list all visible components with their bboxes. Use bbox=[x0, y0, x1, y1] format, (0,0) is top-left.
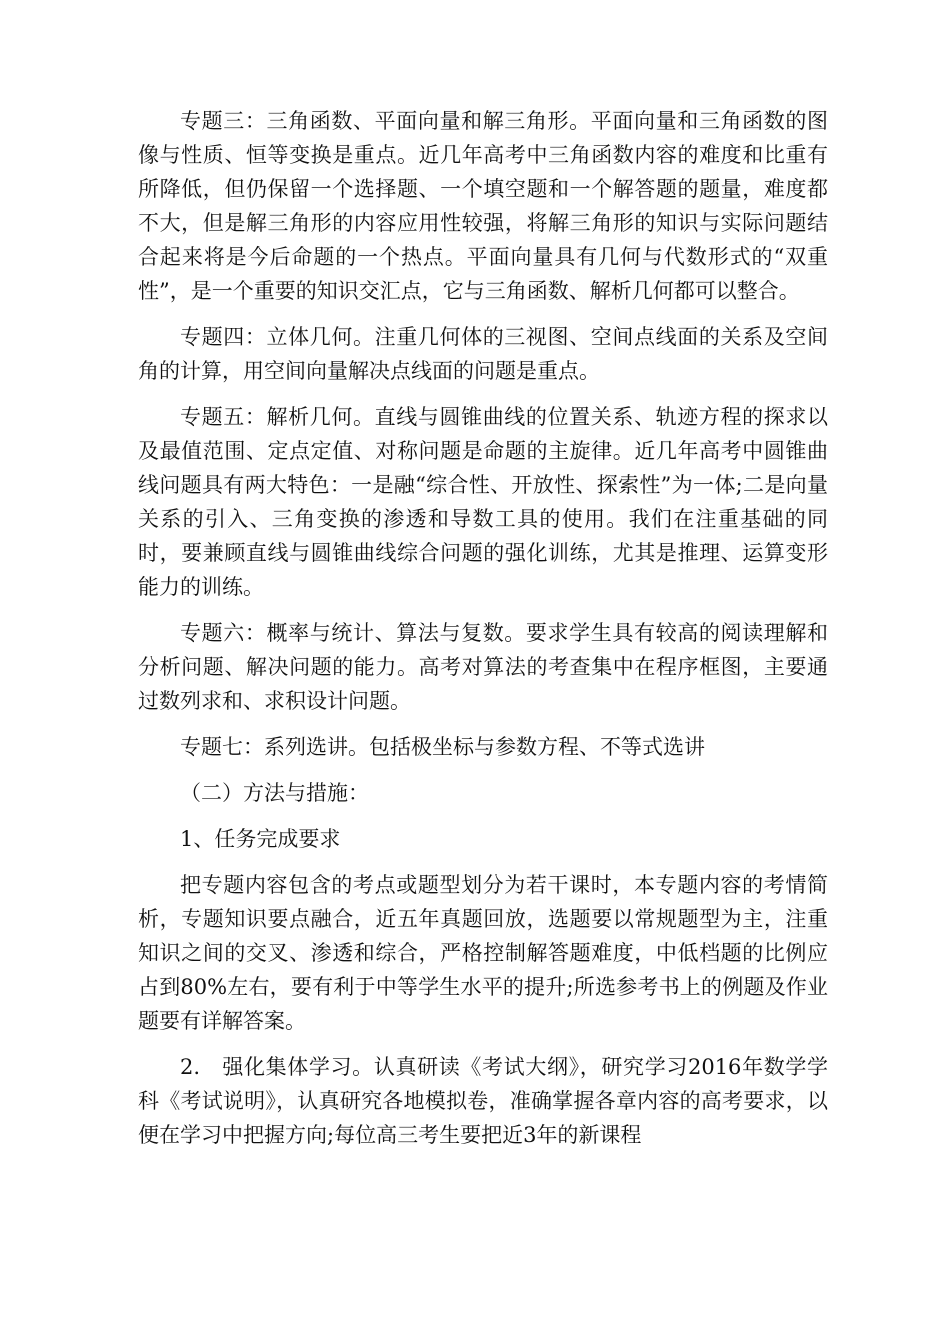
paragraph-topic-three: 专题三：三角函数、平面向量和解三角形。平面向量和三角函数的图像与性质、恒等变换是重点。近几年高考中三角函数内容的难度和比重有所降低，但仍保留一个选择题、一个填空题和一个解答题的题量，难度都不大，但是解三角形的内容应用性较强，将解三角形的知识与实际问题结合起来将是今后命题的一个热点。平面向量具有几何与代数形式的“双重性”，是一个重要的知识交汇点，它与三角函数、解析几何都可以整合。 bbox=[138, 109, 828, 303]
document-page bbox=[138, 104, 828, 1164]
paragraph-task-details: 把专题内容包含的考点或题型划分为若干课时，本专题内容的考情简析，专题知识要点融合，近五年真题回放，选题要以常规题型为主，注重知识之间的交叉、渗透和综合，严格控制解答题难度，中低档题的比例应占到80%左右，要有利于中等学生水平的提升;所选参考书上的例题及作业题要有详解答案。 bbox=[138, 873, 828, 1033]
subheading-task-requirements: 1、任务完成要求 bbox=[180, 827, 341, 851]
paragraph-topic-seven: 专题七：系列选讲。包括极坐标与参数方程、不等式选讲 bbox=[180, 735, 705, 759]
paragraph-topic-four: 专题四：立体几何。注重几何体的三视图、空间点线面的关系及空间角的计算，用空间向量解决点线面的问题是重点。 bbox=[138, 325, 828, 383]
paragraph-topic-six: 专题六：概率与统计、算法与复数。要求学生具有较高的阅读理解和分析问题、解决问题的能力。高考对算法的考查集中在程序框图，主要通过数列求和、求积设计问题。 bbox=[138, 621, 828, 713]
section-heading-methods: （二）方法与措施： bbox=[180, 781, 369, 805]
paragraph-topic-five: 专题五：解析几何。直线与圆锥曲线的位置关系、轨迹方程的探求以及最值范围、定点定值、对称问题是命题的主旋律。近几年高考中圆锥曲线问题具有两大特色：一是融“综合性、开放性、探索性”为一体;二是向量关系的引入、三角变换的渗透和导数工具的使用。我们在注重基础的同时，要兼顾直线与圆锥曲线综合问题的强化训练，尤其是推理、运算变形能力的训练。 bbox=[138, 405, 828, 599]
paragraph-collective-study: 2. 强化集体学习。认真研读《考试大纲》，研究学习2016年数学学科《考试说明》，认真研究各地模拟卷，准确掌握各章内容的高考要求，以便在学习中把握方向;每位高三考生要把近3年的新课程 bbox=[138, 1055, 828, 1147]
